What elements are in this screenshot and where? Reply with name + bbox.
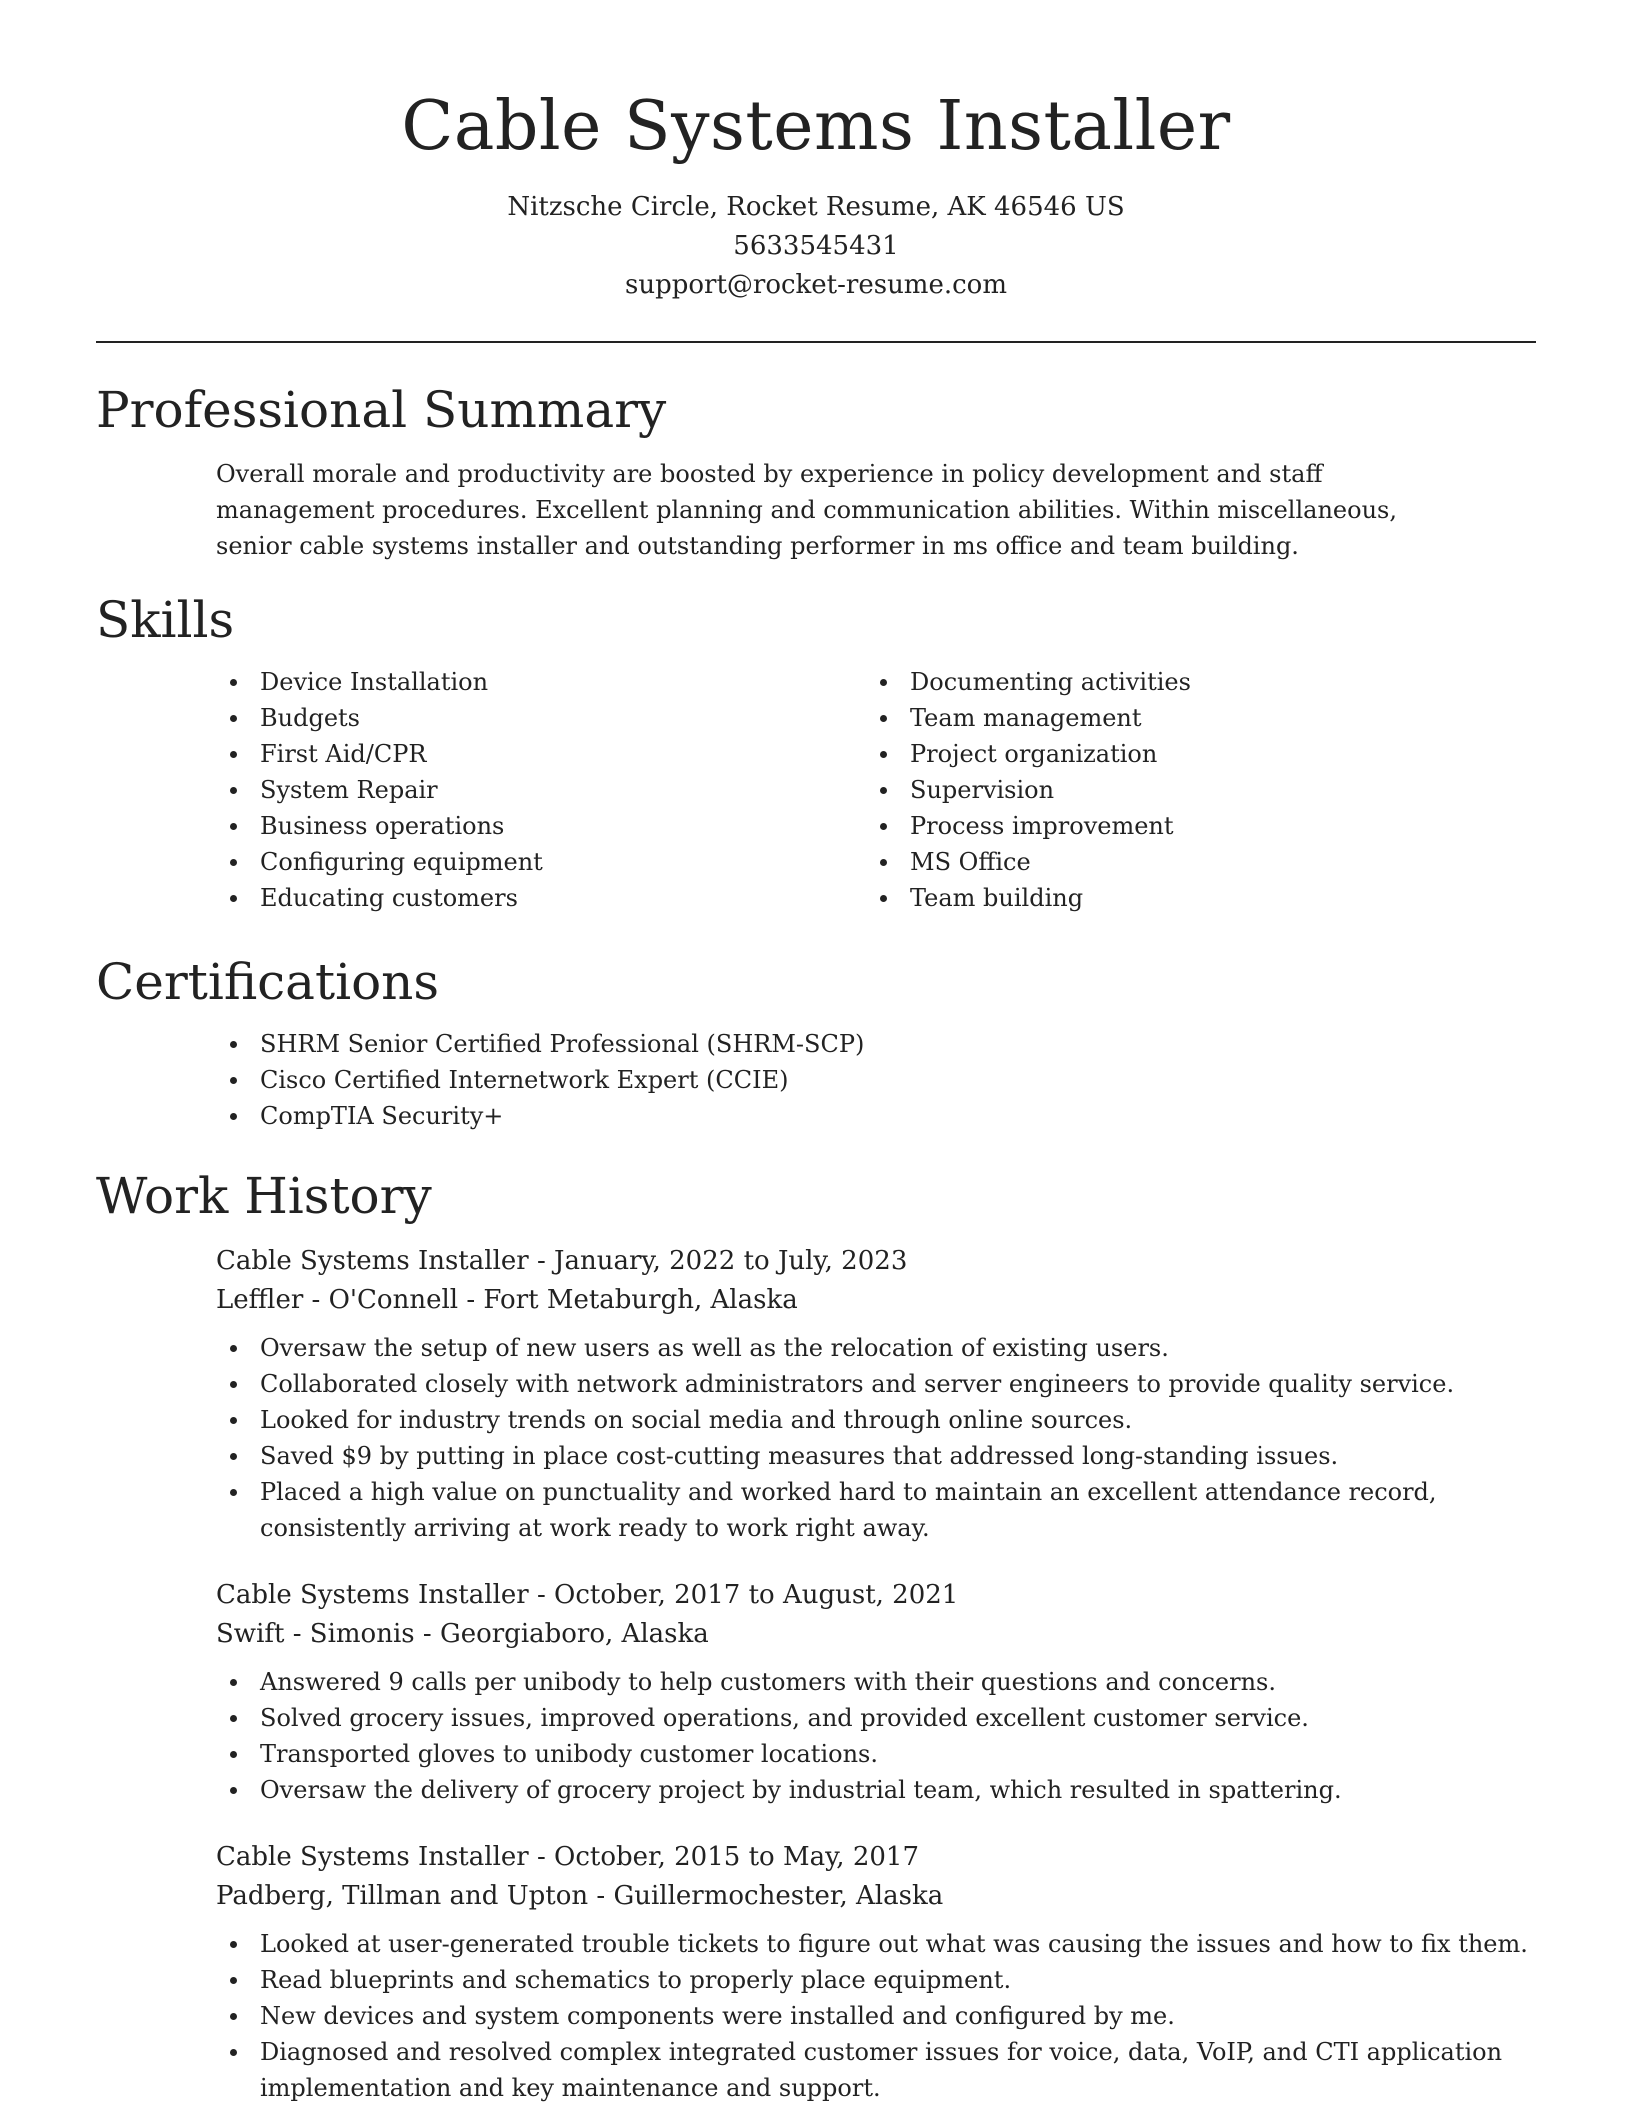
job-bullet: Saved $9 by putting in place cost-cutting measures that addressed long-standing issues. — [216, 1438, 1536, 1474]
work-history-section — [96, 1164, 1536, 2106]
job-company-line: Padberg, Tillman and Upton - Guillermochester, Alaska — [216, 1881, 944, 1911]
email: support@rocket-resume.com — [624, 270, 1007, 300]
skill-item: First Aid/CPR — [216, 736, 866, 772]
skill-item: Process improvement — [866, 808, 1516, 844]
job-title-line: Cable Systems Installer - October, 2015 to May, 2017 — [216, 1842, 919, 1872]
certifications-section — [96, 950, 1536, 1134]
job-bullet: Oversaw the setup of new users as well as the relocation of existing users. — [216, 1330, 1536, 1366]
skill-item: Budgets — [216, 700, 866, 736]
job-bullet: Answered 9 calls per unibody to help customers with their questions and concerns. — [216, 1664, 1536, 1700]
section-heading-summary: Professional Summary — [96, 381, 667, 439]
job-title-line: Cable Systems Installer - January, 2022 to July, 2023 — [216, 1246, 908, 1276]
job-bullet: Diagnosed and resolved complex integrated customer issues for voice, data, VoIP, and CTI application implementation and key maintenance and support. — [216, 2034, 1536, 2106]
job-bullet: Solved grocery issues, improved operations, and provided excellent customer service. — [216, 1700, 1536, 1736]
skill-item: System Repair — [216, 772, 866, 808]
job-location: Guillermochester, Alaska — [613, 1881, 944, 1911]
job-bullet: Transported gloves to unibody customer locations. — [216, 1736, 1536, 1772]
job-location: Georgiaboro, Alaska — [439, 1619, 709, 1649]
certification-item: CompTIA Security+ — [216, 1098, 1536, 1134]
skill-item: Team building — [866, 880, 1516, 916]
summary-text: Overall morale and productivity are boosted by experience in policy development and staff management procedures. Excellent planning and communication abilities. Within miscellaneous, senior cable systems installer and outstanding performer in ms office and team building. — [216, 460, 1397, 560]
section-heading-work-history: Work History — [96, 1167, 432, 1225]
skill-item: Device Installation — [216, 664, 866, 700]
job-title-line: Cable Systems Installer - October, 2017 to August, 2021 — [216, 1580, 959, 1610]
job-bullets — [216, 1330, 1536, 1546]
skill-item: Educating customers — [216, 880, 866, 916]
job-bullet: Collaborated closely with network administrators and server engineers to provide quality service. — [216, 1366, 1536, 1402]
job-location: Fort Metaburgh, Alaska — [483, 1285, 798, 1315]
skills-grid — [96, 664, 1536, 916]
section-heading-skills: Skills — [96, 591, 235, 649]
job-entry — [96, 1242, 1536, 1546]
job-entry — [96, 1576, 1536, 1808]
job-company-line: Swift - Simonis - Georgiaboro, Alaska — [216, 1619, 709, 1649]
job-title: Cable Systems Installer — [216, 1842, 529, 1872]
job-bullets — [216, 1664, 1536, 1808]
address: Nitzsche Circle, Rocket Resume, AK 46546 US — [507, 192, 1125, 222]
phone: 5633545431 — [733, 231, 899, 261]
resume-header — [0, 82, 1632, 305]
skill-item: MS Office — [866, 844, 1516, 880]
job-company: Padberg, Tillman and Upton — [216, 1881, 589, 1911]
job-dates: October, 2017 to August, 2021 — [554, 1580, 959, 1610]
job-bullet: Oversaw the delivery of grocery project by industrial team, which resulted in spattering. — [216, 1772, 1536, 1808]
skills-section — [96, 588, 1536, 916]
skills-right-column — [866, 664, 1516, 916]
skills-left-column — [216, 664, 866, 916]
skill-item: Configuring equipment — [216, 844, 866, 880]
job-bullet: New devices and system components were installed and configured by me. — [216, 1998, 1536, 2034]
job-title: Cable Systems Installer — [216, 1580, 529, 1610]
skill-item: Supervision — [866, 772, 1516, 808]
section-heading-certifications: Certifications — [96, 953, 440, 1011]
certification-item: Cisco Certified Internetwork Expert (CCIE) — [216, 1062, 1536, 1098]
job-bullet: Read blueprints and schematics to properly place equipment. — [216, 1962, 1536, 1998]
job-bullets — [216, 1926, 1536, 2106]
job-entry — [96, 1838, 1536, 2106]
candidate-name: Cable Systems Installer — [401, 87, 1231, 166]
job-title: Cable Systems Installer — [216, 1246, 529, 1276]
skill-item: Business operations — [216, 808, 866, 844]
job-company: Swift - Simonis — [216, 1619, 415, 1649]
skill-item: Documenting activities — [866, 664, 1516, 700]
job-company: Leffler - O'Connell — [216, 1285, 459, 1315]
skill-item: Team management — [866, 700, 1516, 736]
job-dates: January, 2022 to July, 2023 — [554, 1246, 908, 1276]
certifications-list — [96, 1026, 1536, 1134]
job-company-line: Leffler - O'Connell - Fort Metaburgh, Alaska — [216, 1285, 798, 1315]
job-dates: October, 2015 to May, 2017 — [554, 1842, 919, 1872]
header-divider — [96, 341, 1536, 343]
job-bullet: Looked for industry trends on social media and through online sources. — [216, 1402, 1536, 1438]
skill-item: Project organization — [866, 736, 1516, 772]
job-bullet: Placed a high value on punctuality and worked hard to maintain an excellent attendance record, consistently arriving at work ready to work right away. — [216, 1474, 1536, 1546]
professional-summary-section — [96, 378, 1536, 564]
certification-item: SHRM Senior Certified Professional (SHRM-SCP) — [216, 1026, 1536, 1062]
contact-info — [0, 188, 1632, 305]
job-bullet: Looked at user-generated trouble tickets to figure out what was causing the issues and how to fix them. — [216, 1926, 1536, 1962]
